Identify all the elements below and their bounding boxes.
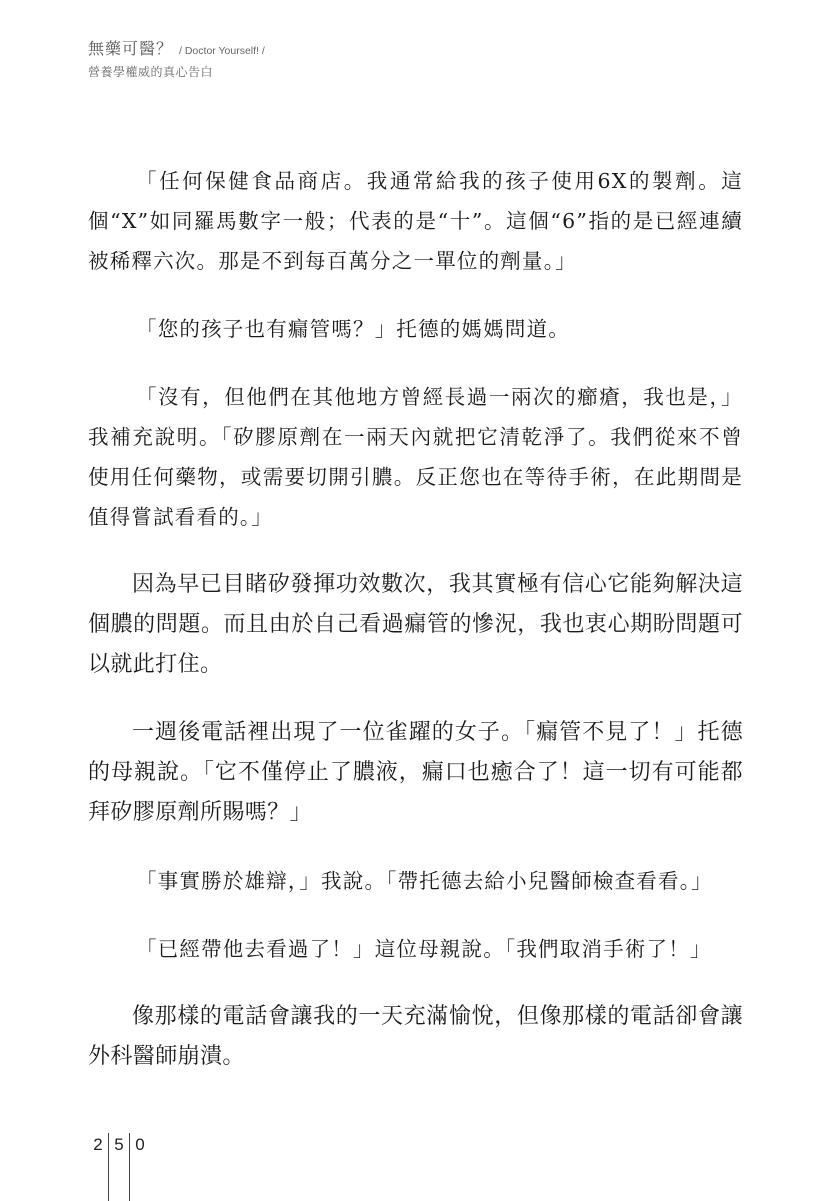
paragraph: 「事實勝於雄辯，」我說。「帶托德去給小兒醫師檢查看看。」 [136,869,713,893]
book-tagline: 營養學權威的真心告白 [88,65,214,79]
page-number-digit: 5 [114,1135,124,1154]
paragraph: 「沒有，但他們在其他地方曾經長過一兩次的癤瘡，我也是，」我補充說明。「矽膠原劑在一兩天內就把它清乾淨了。我們從來不曾使用任何藥物，或需要切開引膿。反正您也在等待手術，在此期間是值得嘗試看看的。」 [88,385,743,529]
paragraph: 一週後電話裡出現了一位雀躍的女子。「瘺管不見了！」托德的母親說。「它不僅停止了膿液，瘺口也癒合了！這一切有可能都拜矽膠原劑所賜嗎？」 [88,720,743,825]
paragraph: 因為早已目睹矽發揮功效數次，我其實極有信心它能夠解決這個膿的問題。而且由於自己看過瘺管的慘況，我也衷心期盼問題可以就此打住。 [88,572,743,677]
paragraph: 「任何保健食品商店。我通常給我的孩子使用6X的製劑。這個“X”如同羅馬數字一般；代表的是“十”。這個“6”指的是已經連續被稀釋六次。那是不到每百萬分之一單位的劑量。」 [88,169,743,273]
running-header-title-line [88,36,265,59]
paragraph: 像那樣的電話會讓我的一天充滿愉悅，但像那樣的電話卻會讓外科醫師崩潰。 [88,1004,743,1069]
page-number [88,1133,150,1201]
page-number-digit: 2 [93,1135,103,1154]
running-header [88,36,265,80]
body-text [88,161,743,1105]
paragraph: 「已經帶他去看過了！」這位母親說。「我們取消手術了！」 [136,937,712,961]
book-title: 無藥可醫？ [88,39,174,58]
book-subtitle: / Doctor Yourself! / [179,45,265,57]
page-number-digit: 0 [135,1135,145,1154]
paragraph: 「您的孩子也有瘺管嗎？」托德的媽媽問道。 [136,317,570,341]
